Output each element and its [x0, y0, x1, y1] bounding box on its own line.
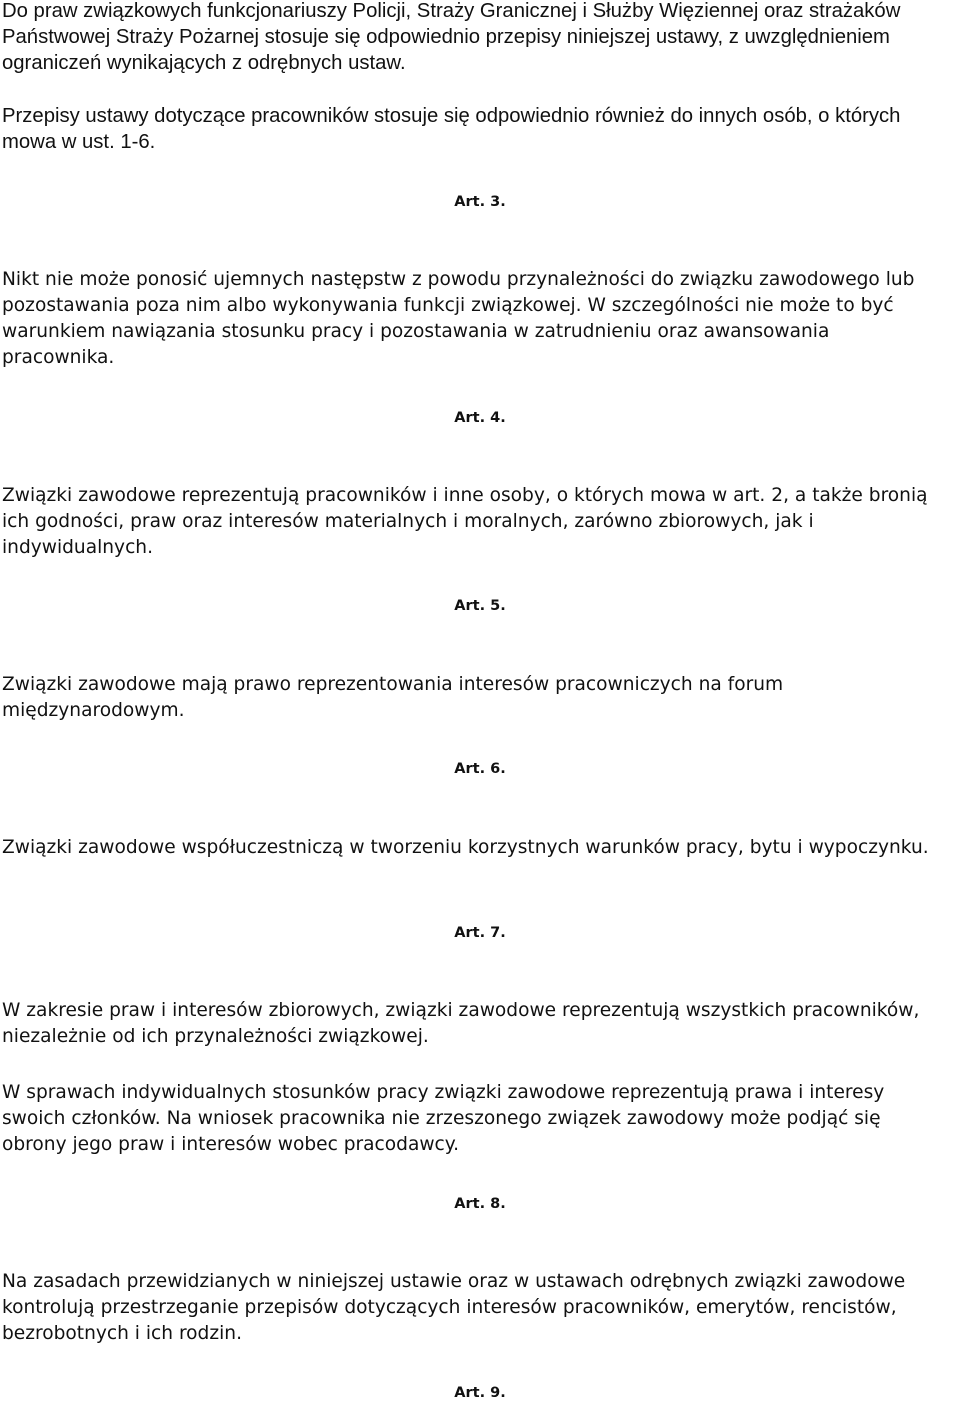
article-5-paragraph-1: Związki zawodowe mają prawo reprezentowania interesów pracowniczych na forum międzynarodowym. [2, 674, 784, 721]
article-heading-4: Art. 4. [454, 410, 506, 426]
article-heading-3: Art. 3. [454, 194, 506, 210]
intro-paragraph-1: Do praw związkowych funkcjonariuszy Policji, Straży Granicznej i Służby Więziennej oraz strażaków Państwowej Straży Pożarnej stosuje się odpowiednio przepisy niniejszej ustawy, z uwzględnieniem ograniczeń wynikających z odrębnych ustaw. [2, 0, 901, 74]
intro-paragraph-2: Przepisy ustawy dotyczące pracowników stosuje się odpowiednio również do innych osób, o których mowa w ust. 1-6. [2, 105, 901, 153]
article-6-paragraph-1: Związki zawodowe współuczestniczą w tworzeniu korzystnych warunków pracy, bytu i wypoczynku. [2, 837, 929, 858]
article-heading-6: Art. 6. [454, 761, 506, 777]
article-heading-7: Art. 7. [454, 925, 506, 941]
article-heading-5: Art. 5. [454, 598, 506, 614]
article-heading-8: Art. 8. [454, 1196, 506, 1212]
article-8-paragraph-1: Na zasadach przewidzianych w niniejszej ustawie oraz w ustawach odrębnych związki zawodowe kontrolują przestrzeganie przepisów dotyczących interesów pracowników, emerytów, rencistów, bezrobotnych i ich rodzin. [2, 1271, 906, 1344]
article-heading-9: Art. 9. [454, 1385, 506, 1401]
article-7-paragraph-2: W sprawach indywidualnych stosunków pracy związki zawodowe reprezentują prawa i interesy swoich członków. Na wniosek pracownika nie zrzeszonego związek zawodowy może podjąć się obrony jego praw i interesów wobec pracodawcy. [2, 1082, 885, 1155]
article-3-paragraph-1: Nikt nie może ponosić ujemnych następstw z powodu przynależności do związku zawodowego lub pozostawania poza nim albo wykonywania funkcji związkowej. W szczególności nie może to być warunkiem nawiązania stosunku pracy i pozostawania w zatrudnieniu oraz awansowania pracownika. [2, 269, 915, 368]
article-4-paragraph-1: Związki zawodowe reprezentują pracowników i inne osoby, o których mowa w art. 2, a także bronią ich godności, praw oraz interesów materialnych i moralnych, zarówno zbiorowych, jak i indywidualnych. [2, 485, 928, 558]
article-7-paragraph-1: W zakresie praw i interesów zbiorowych, związki zawodowe reprezentują wszystkich pracowników, niezależnie od ich przynależności związkowej. [2, 1000, 920, 1047]
